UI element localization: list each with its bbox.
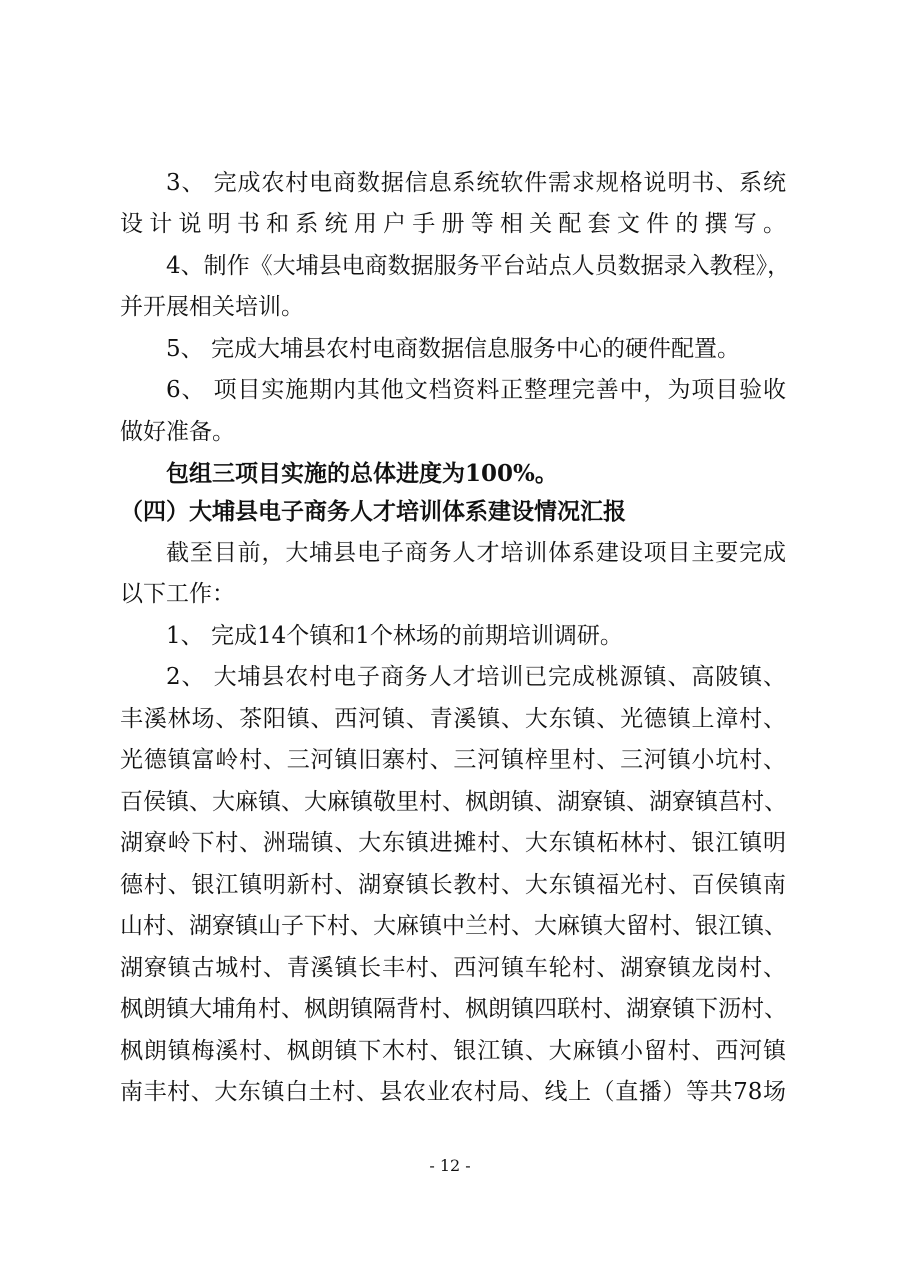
paragraph-6-line-2: 做好准备。 [120,419,235,445]
item-2-line-1: 2、 大埔县农村电子商务人才培训已完成桃源镇、高陂镇、 [166,664,786,690]
paragraph-4-line-1: 4、制作《大埔县电商数据服务平台站点人员数据录入教程》， [166,253,791,279]
intro-line-1: 截至目前，大埔县电子商务人才培训体系建设项目主要完成 [166,540,786,566]
paragraph-4-line-2: 并开展相关培训。 [120,294,304,320]
item-2-line-6: 德村、银江镇明新村、湖寮镇长教村、大东镇福光村、百侯镇南 [120,872,786,898]
item-2-line-8: 湖寮镇古城村、青溪镇长丰村、西河镇车轮村、湖寮镇龙岗村、 [120,955,786,981]
item-2-line-3: 光德镇富岭村、三河镇旧寨村、三河镇梓里村、三河镇小坑村、 [120,747,786,773]
item-2-line-5: 湖寮岭下村、洲瑞镇、大东镇进摊村、大东镇柘林村、银江镇明 [120,830,786,856]
paragraph-3-line-1: 3、 完成农村电商数据信息系统软件需求规格说明书、系统 [166,170,786,196]
item-2-line-10: 枫朗镇梅溪村、枫朗镇下木村、银江镇、大麻镇小留村、西河镇 [120,1038,786,1064]
progress-summary: 包组三项目实施的总体进度为100%。 [166,460,558,487]
paragraph-6-line-1: 6、 项目实施期内其他文档资料正整理完善中，为项目验收 [166,377,786,403]
paragraph-3-line-2: 设计说明书和系统用户手册等相关配套文件的撰写。 [120,211,786,237]
intro-line-2: 以下工作： [120,581,235,607]
page-number: - 12 - [429,1156,471,1175]
paragraph-5-line-1: 5、 完成大埔县农村电商数据信息服务中心的硬件配置。 [166,336,740,362]
item-1-line: 1、 完成14个镇和1个林场的前期培训调研。 [166,623,623,649]
item-2-line-2: 丰溪林场、茶阳镇、西河镇、青溪镇、大东镇、光德镇上漳村、 [120,706,786,732]
item-2-line-7: 山村、湖寮镇山子下村、大麻镇中兰村、大麻镇大留村、银江镇、 [120,913,787,939]
item-2-line-4: 百侯镇、大麻镇、大麻镇敬里村、枫朗镇、湖寮镇、湖寮镇莒村、 [120,789,787,815]
item-2-line-11: 南丰村、大东镇白土村、县农业农村局、线上（直播）等共78场 [120,1079,786,1105]
item-2-line-9: 枫朗镇大埔角村、枫朗镇隔背村、枫朗镇四联村、湖寮镇下沥村、 [120,996,787,1022]
section-heading: （四）大埔县电子商务人才培训体系建设情况汇报 [120,498,626,525]
